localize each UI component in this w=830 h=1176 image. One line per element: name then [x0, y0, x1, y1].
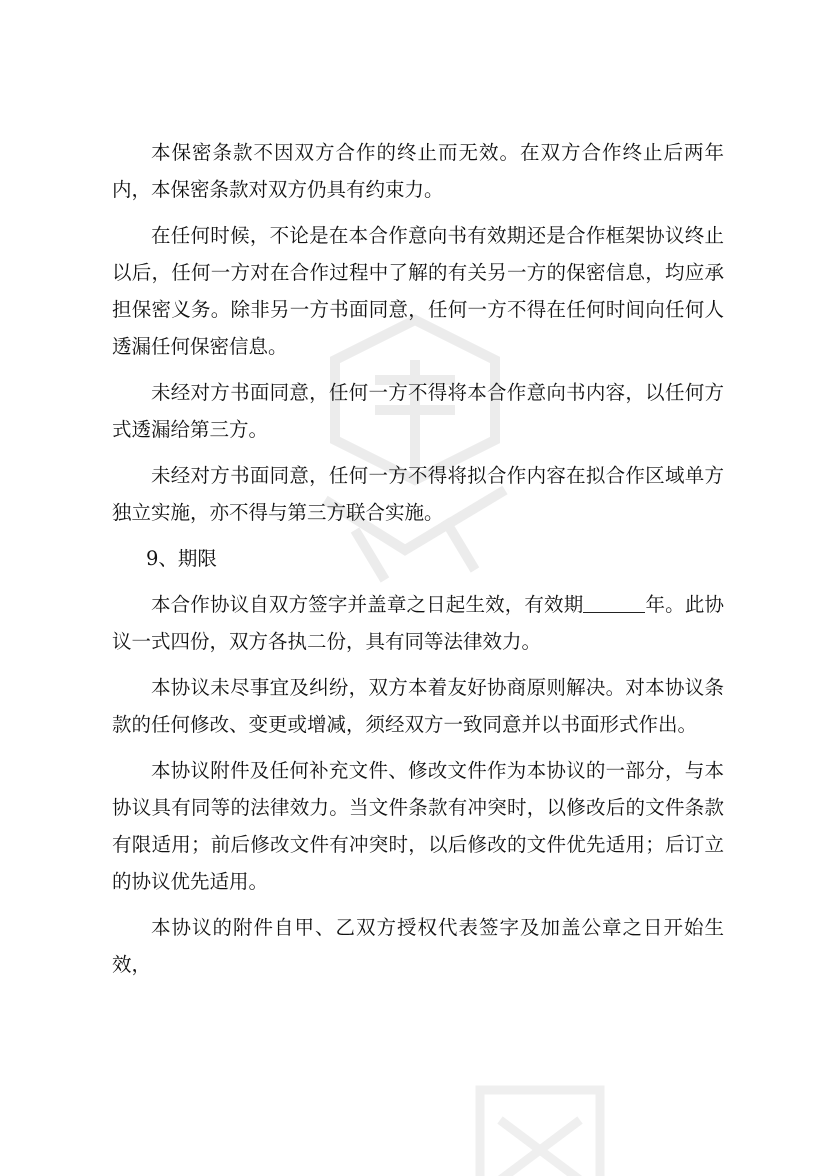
- document-body: [112, 134, 724, 992]
- term-paragraph: [112, 586, 724, 660]
- section-heading: 9、期限: [146, 547, 217, 570]
- term-blank-field: [583, 590, 645, 613]
- paragraph: 本保密条款不因双方合作的终止而无效。在双方合作终止后两年内，本保密条款对双方仍具有约束力。: [112, 141, 724, 201]
- paragraph: 本协议附件及任何补充文件、修改文件作为本协议的一部分，与本协议具有同等的法律效力。当文件条款有冲突时，以修改后的文件条款有限适用；前后修改文件有冲突时，以后修改的文件优先适用；后订立的协议优先适用。: [112, 759, 724, 893]
- paragraph: 本协议的附件自甲、乙双方授权代表签字及加盖公章之日开始生效，: [112, 916, 724, 976]
- term-text-before: 本合作协议自双方签字并盖章之日起生效，有效期: [151, 593, 584, 616]
- paragraph: 本协议未尽事宜及纠纷，双方本着友好协商原则解决。对本协议条款的任何修改、变更或增减，须经双方一致同意并以书面形式作出。: [112, 676, 724, 736]
- paragraph: 未经对方书面同意，任何一方不得将本合作意向书内容，以任何方式透漏给第三方。: [112, 381, 724, 441]
- term-text-after: 年。此协议一式四份，双方各执二份，具有同等法律效力。: [112, 593, 724, 653]
- paragraph: 未经对方书面同意，任何一方不得将拟合作内容在拟合作区域单方独立实施，亦不得与第三方联合实施。: [112, 464, 724, 524]
- watermark-icon: [440, 1050, 640, 1176]
- paragraph: 在任何时候，不论是在本合作意向书有效期还是合作框架协议终止以后，任何一方对在合作过程中了解的有关另一方的保密信息，均应承担保密义务。除非另一方书面同意，任何一方不得在任何时间向任何人透漏任何保密信息。: [112, 224, 724, 358]
